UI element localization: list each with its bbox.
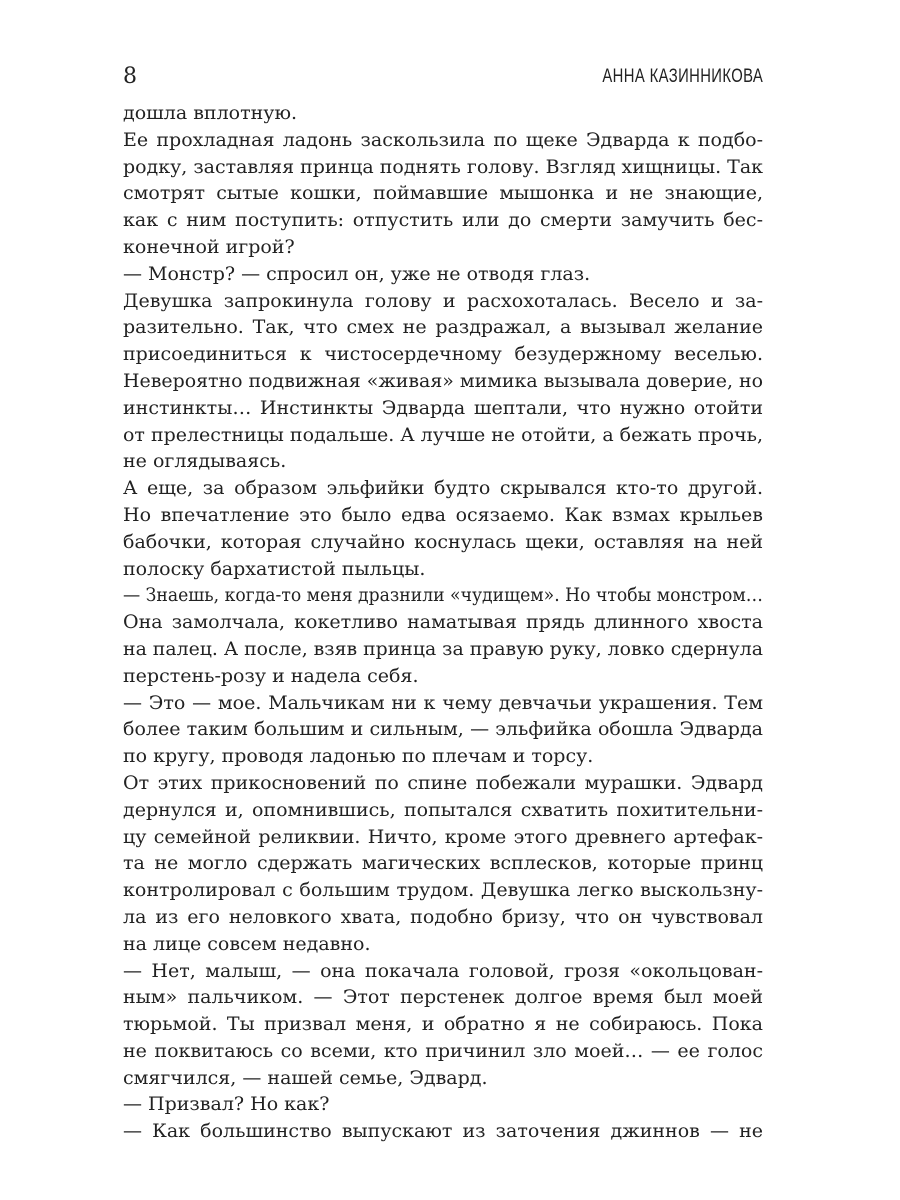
text-line: по кругу, проводя ладонью по плечам и торсу. [123,745,594,768]
page-number: 8 [123,64,137,89]
text-line: А еще, за образом эльфийки будто скрывался кто-то другой. [123,477,763,500]
text-line: на палец. А после, взяв принца за правую руку, ловко сдернула [123,637,763,660]
text-line: присоединиться к чистосердечному безудержному веселью. [123,343,763,366]
text-line: ным» пальчиком. — Этот перстенек долгое время был моей [123,986,763,1009]
text-line: та не могло сдержать магических всплесков, которые принц [123,852,763,875]
text-line: — Монстр? — спросил он, уже не отводя глаз. [123,262,591,285]
text-line: дошла вплотную. [123,102,298,124]
text-line: — Нет, малыш, — она покачала головой, грозя «окольцован- [123,959,763,982]
text-line: не поквитаюсь со всеми, кто причинил зло моей… — ее голос [123,1039,763,1062]
text-line: как с ним поступить: отпустить или до смерти замучить бес- [123,209,763,232]
text-line: конечной игрой? [123,235,295,258]
text-line: более таким большим и сильным, — эльфийка обошла Эдварда [123,718,763,741]
text-line: перстень-розу и надела себя. [123,664,419,687]
text-line: дернулся и, опомнившись, попытался схватить похитительни- [123,798,763,821]
text-line: — Знаешь, когда-то меня дразнили «чудищем». Но чтобы монстром… [123,584,763,607]
text-line: не оглядываясь. [123,450,287,473]
text-line: полоску бархатистой пыльцы. [123,557,426,580]
text-line: — Как большинство выпускают из заточения джиннов — не [123,1120,763,1143]
text-line: инстинкты… Инстинкты Эдварда шептали, что нужно отойти [123,396,763,419]
text-line: Она замолчала, кокетливо наматывая прядь длинного хвоста [123,611,763,634]
text-line: бабочки, которая случайно коснулась щеки, оставляя на ней [123,530,763,553]
text-line: Ее прохладная ладонь заскользила по щеке Эдварда к подбо- [123,128,763,151]
text-line: разительно. Так, что смех не раздражал, а вызывал желание [123,316,763,339]
running-head-author: АННА КАЗИННИКОВА [602,66,763,87]
text-line: Девушка запрокинула голову и расхохоталась. Весело и за- [123,289,763,312]
text-line: Невероятно подвижная «живая» мимика вызывала доверие, но [123,369,763,392]
text-line: на лице совсем недавно. [123,932,371,955]
page-header [123,58,763,94]
text-line: смягчился, — нашей семье, Эдвард. [123,1066,488,1089]
text-line: — Призвал? Но как? [123,1093,330,1116]
text-line: Но впечатление это было едва осязаемо. Как взмах крыльев [123,503,763,526]
text-line: цу семейной реликвии. Ничто, кроме этого древнего артефак- [123,825,763,848]
text-line: смотрят сытые кошки, поймавшие мышонка и не знающие, [123,182,763,205]
body-text [123,100,763,1145]
text-line: родку, заставляя принца поднять голову. Взгляд хищницы. Так [123,155,763,178]
text-line: ла из его неловкого хвата, подобно бризу, что он чувствовал [123,905,763,928]
text-line: контролировал с большим трудом. Девушка легко выскользну- [123,879,763,902]
text-line: от прелестницы подальше. А лучше не отойти, а бежать прочь, [123,423,763,446]
text-line: От этих прикосновений по спине побежали мурашки. Эдвард [123,771,763,794]
text-line: — Это — мое. Мальчикам ни к чему девчачьи украшения. Тем [123,691,763,714]
text-line: тюрьмой. Ты призвал меня, и обратно я не собираюсь. Пока [123,1013,763,1036]
